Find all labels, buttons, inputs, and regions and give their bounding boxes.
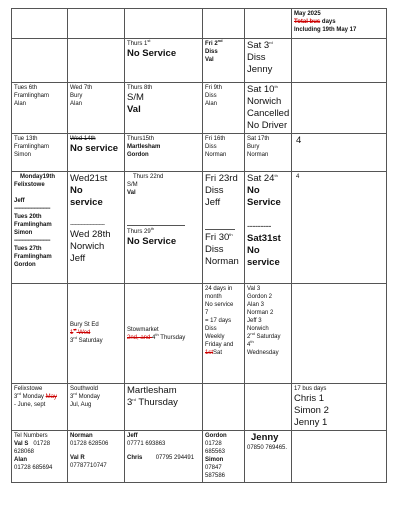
day-cell: Thurs15th Martlesham Gordon: [125, 134, 203, 172]
phone-cell: Jenny 07850 769465.: [245, 431, 292, 483]
total-bus-struck: Total bus: [294, 19, 321, 25]
month-header-cell: May 2025 Total bus days Including 19th May 17: [292, 9, 387, 39]
day-cell: Sat 10th Norwich Cancelled No Driver: [245, 83, 292, 134]
day-cell: Monday19th Felixstowe Jeff ------------------------ Tues 20th Framlingham Simon ------------------------ Tues 27th Framlingham Gordon: [12, 172, 68, 284]
header-row: [12, 9, 387, 39]
count-cell: 4: [292, 172, 387, 284]
day-cell: Wed21st No service ----------------------- Wed 28th Norwich Jeff: [68, 172, 125, 284]
including-note: Including 19th May 17: [294, 27, 357, 33]
phone-cell: Gordon 01728 685563 Simon 07847 587586: [203, 431, 245, 483]
day-cell: Fri 9th Diss Alan: [203, 83, 245, 134]
day-cell: Wed 14th No service: [68, 134, 125, 172]
day-cell: Fri 23rd Diss Jeff Fri 30th Diss Norman: [203, 172, 245, 284]
bus-days-summary-cell: 17 bus days Chris 1 Simon 2 Jenny 1: [292, 384, 387, 431]
week-row-2: [12, 83, 387, 134]
day-cell: Sat 3rd Diss Jenny: [245, 39, 292, 83]
felixstowe-note-cell: Felixstowe 3rd Monday May - June, sept: [12, 384, 68, 431]
no-service-label: No Service: [127, 48, 177, 59]
day-cell: Thurs 8th S/M Val: [125, 83, 203, 134]
day-cell: Thurs 1st No Service: [125, 39, 203, 83]
no-service-label: No Service: [127, 236, 177, 247]
month-title: May 2025: [294, 11, 321, 17]
phone-cell: Tel Numbers Val S 01728 628068 Alan 01728 685694: [12, 431, 68, 483]
count-cell: 4: [292, 134, 387, 172]
driver-tally-cell: Val 3 Gordon 2 Alan 3 Norman 2 Jeff 3 Norwich 2nd Saturday 4th Wednesday: [245, 284, 292, 384]
divider: [127, 225, 185, 226]
day-cell: Fri 2nd Diss Val: [203, 39, 245, 83]
bury-note-cell: Bury St Ed 1st Wed 3rd Saturday: [68, 284, 125, 384]
no-service-label: No service: [70, 143, 119, 154]
martlesham-note-cell: Martlesham 3rd Thursday: [125, 384, 203, 431]
day-cell: Thurs 22nd S/M Val Thurs 29th No Service: [125, 172, 203, 284]
day-cell: Sat 24th No Service --------- Sat31st No service: [245, 172, 292, 284]
day-cell: Fri 16th Diss Norman: [203, 134, 245, 172]
day-cell: Tues 6th Framlingham Alan: [12, 83, 68, 134]
week-row-3: [12, 134, 387, 172]
week-row-1: [12, 39, 387, 83]
day-cell: Tue 13th Framlingham Simon: [12, 134, 68, 172]
day-cell: Wed 7th Bury Alan: [68, 83, 125, 134]
monthly-trips-row: [12, 384, 387, 431]
phone-cell: Jeff 07771 693863 Chris 07795 294491: [125, 431, 203, 483]
bus-schedule-table: [11, 8, 387, 483]
days-summary-cell: 24 days in month No service 7 = 17 days Diss Weekly Friday and 1stSat: [203, 284, 245, 384]
phone-cell: Norman 01728 628506 Val R 07787710747: [68, 431, 125, 483]
phone-numbers-row: [12, 431, 387, 483]
summary-row: [12, 284, 387, 384]
southwold-note-cell: Southwold 3rd Monday Jul, Aug: [68, 384, 125, 431]
day-cell: Sat 17th Bury Norman: [245, 134, 292, 172]
divider: [205, 229, 235, 230]
week-row-4: [12, 172, 387, 284]
stowmarket-note-cell: Stowmarket 2nd, and 4th Thursday: [125, 284, 203, 384]
